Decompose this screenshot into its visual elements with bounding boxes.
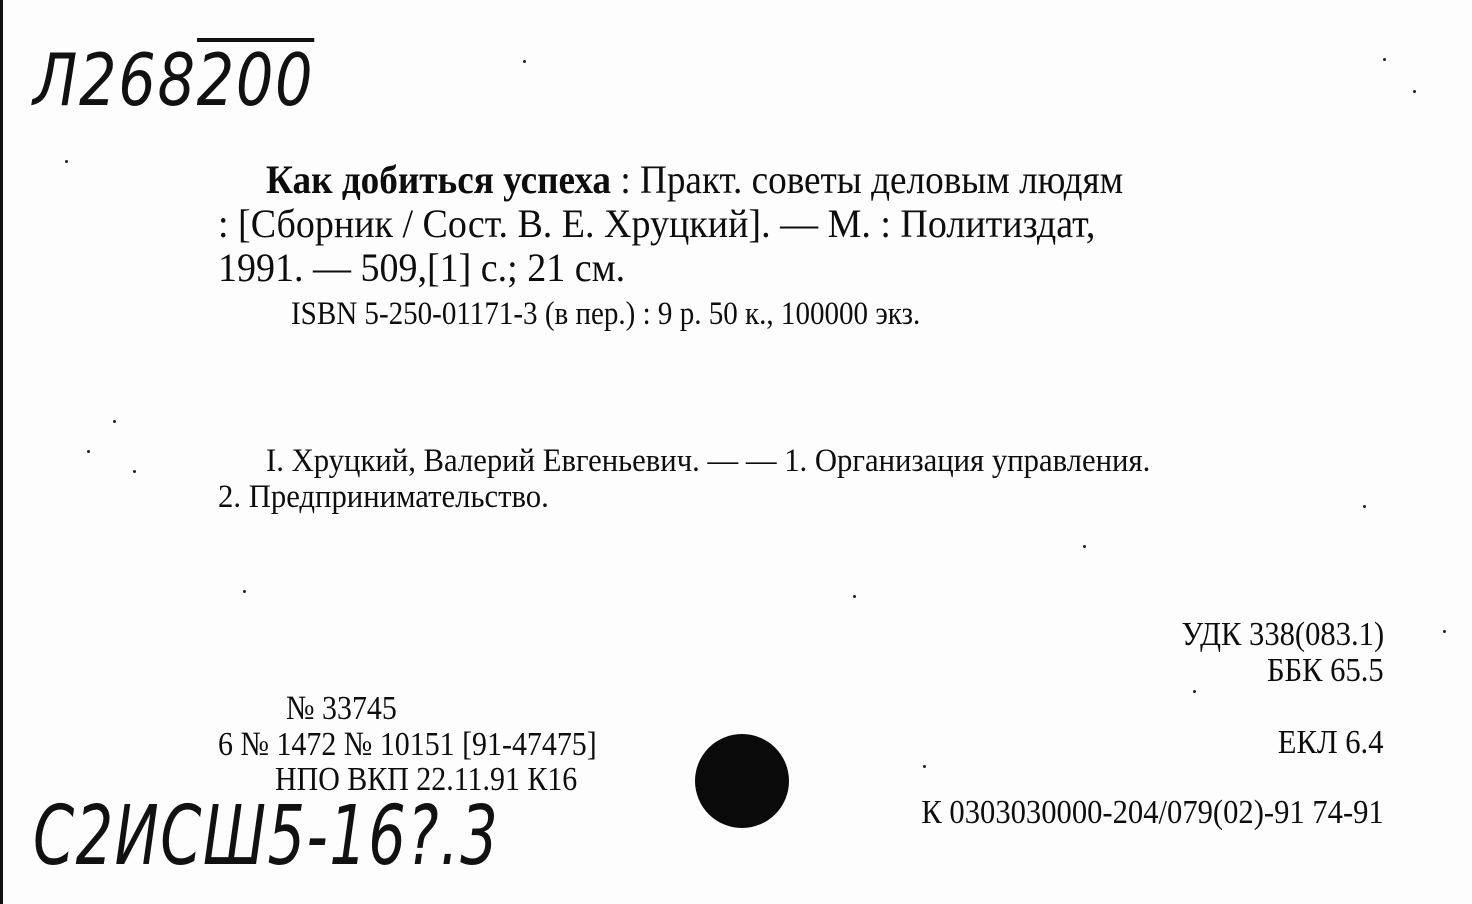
dust-speck — [87, 450, 90, 453]
dust-speck — [1083, 545, 1086, 548]
dust-speck — [65, 160, 68, 163]
print-order: 6 № 1472 № 10151 [91-47475] — [218, 726, 597, 763]
dust-speck — [1413, 90, 1416, 93]
call-number-prefix: Л268 — [33, 38, 197, 122]
k-code: К 0303030000-204/079(02)-91 74-91 — [921, 794, 1384, 831]
handwritten-shelf-mark: С2ИСШ5-16?.3 — [33, 789, 500, 884]
npo-line: НПО ВКП 22.11.91 К16 — [275, 761, 578, 798]
dust-speck — [523, 60, 526, 63]
ekl-code: ЕКЛ 6.4 — [1278, 724, 1384, 761]
card-number: № 33745 — [286, 690, 397, 727]
dust-speck — [1193, 690, 1196, 693]
book-title: Как добиться успеха — [266, 157, 612, 202]
handwritten-call-number — [33, 38, 315, 122]
dust-speck — [243, 590, 246, 593]
dust-speck — [853, 595, 856, 598]
isbn-line: ISBN 5-250-01171-3 (в пер.) : 9 р. 50 к., 100000 экз. — [291, 296, 921, 332]
tracing-line-2: 2. Предпринимательство. — [218, 479, 549, 515]
title-line-3: 1991. — 509,[1] с.; 21 см. — [218, 245, 626, 290]
udk-code: УДК 338(083.1) — [1181, 616, 1384, 653]
title-line-2: : [Сборник / Сост. В. Е. Хруцкий]. — М. : Политиздат, — [218, 201, 1096, 246]
title-subtitle: : Практ. советы деловым людям — [611, 157, 1124, 202]
bbk-code: ББК 65.5 — [1267, 652, 1384, 689]
title-line-1 — [266, 157, 1124, 202]
call-number-overlined: 200 — [196, 38, 315, 122]
dust-speck — [133, 470, 136, 473]
dust-speck — [1443, 630, 1446, 633]
dust-speck — [1383, 58, 1386, 61]
dust-speck — [923, 765, 926, 768]
punch-hole — [695, 734, 789, 828]
dust-speck — [113, 420, 116, 423]
dust-speck — [1363, 505, 1366, 508]
tracing-line-1: I. Хруцкий, Валерий Евгеньевич. — — 1. Организация управления. — [266, 443, 1151, 479]
